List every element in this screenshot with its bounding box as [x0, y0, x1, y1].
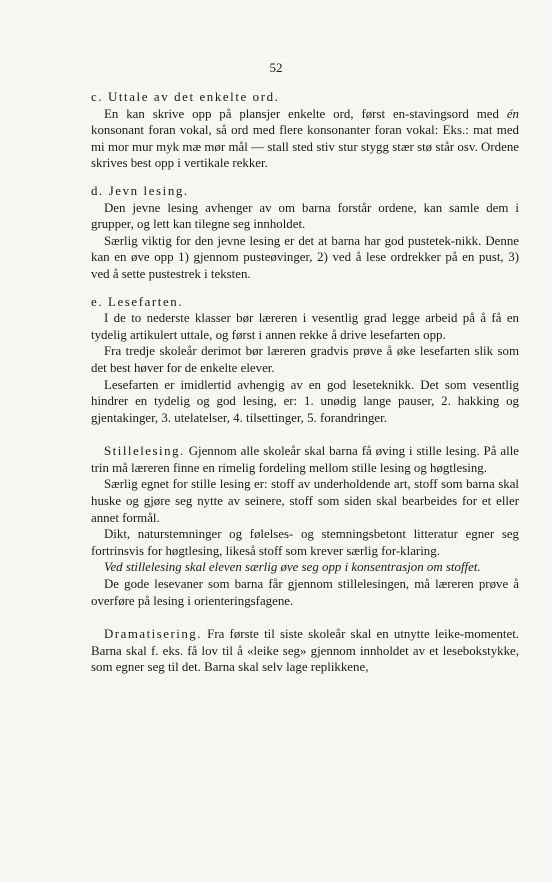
section-d-heading: d. Jevn lesing.: [91, 183, 189, 198]
section-d-paragraph-1: Den jevne lesing avhenger av om barna forstår ordene, kan samle dem i grupper, og lett kan tilegne seg innholdet.: [91, 200, 519, 232]
stillelesing-paragraph-3: Dikt, naturstemninger og følelses- og stemningsbetont litteratur egner seg fortrinsvis for høgtlesing, likeså stoff som krever særlig for-klaring.: [91, 527, 519, 558]
section-c-heading: c. Uttale av det enkelte ord.: [91, 90, 280, 104]
section-e-paragraph-1: I de to nederste klasser bør læreren i vesentlig grad legge arbeid på å få en tydelig artikulert uttale, og først i annen rekke å drive lesefarten opp.: [91, 311, 519, 342]
emphasis-en: én: [506, 106, 519, 121]
page-body: [91, 89, 519, 676]
section-c-text-1: En kan skrive opp på plansjer enkelte ord, først en-stavingsord med: [104, 106, 499, 121]
section-e-paragraph-3: Lesefarten er imidlertid avhengig av en god leseteknikk. Det som vesentlig hindrer en tydelig og god lesing, er: 1. unødig lange pauser, 2. hakking og gjentakinger, 3. utelatelser, 4. tilsettinger, 5. forandringer.: [91, 377, 519, 425]
stillelesing-paragraph-1: [91, 443, 519, 476]
section-c-text-2: konsonant foran vokal, så ord med flere konsonanter foran vokal: Eks.: mat med mi mor mur myk mæ mør mål — stall sted stiv stur stygg stær stø står osv. Ordene skrives best opp i vertikale rekker.: [91, 123, 519, 171]
stillelesing-text: Gjennom alle skoleår skal barna få øving i stille lesing. På alle trin må læreren finne en rimelig fordeling mellom stille lesing og høgtlesing.: [91, 444, 519, 475]
section-e-paragraph-2: Fra tredje skoleår derimot bør læreren gradvis prøve å øke lesefarten slik som det best høver for de enkelte elever.: [91, 344, 519, 375]
section-c-paragraph: [91, 106, 519, 172]
stillelesing-paragraph-5: De gode lesevaner som barna får gjennom stillelesingen, må læreren prøve å overføre på lesing i orienteringsfagene.: [91, 577, 519, 608]
section-e-heading: e. Lesefarten.: [91, 294, 184, 309]
dramatisering-text: Fra første til siste skoleår skal en utnytte leike-momentet. Barna skal f. eks. få lov til å «leike seg» gjennom innholdet av et lesebokstykke, som egner seg til det. Barna skal selv lage replikkene,: [91, 627, 519, 675]
page-number: 52: [269, 60, 283, 75]
stillelesing-paragraph-2: Særlig egnet for stille lesing er: stoff av underholdende art, stoff som barna skal huske og gjøre seg nytte av seinere, stoff som siden skal bearbeides for et eller annet formål.: [91, 477, 519, 525]
dramatisering-paragraph: [91, 626, 519, 676]
stillelesing-term: Stillelesing.: [104, 444, 185, 459]
stillelesing-italic-paragraph: Ved stillelesing skal eleven særlig øve seg opp i konsentrasjon om stoffet.: [104, 560, 481, 575]
dramatisering-term: Dramatisering.: [104, 627, 202, 642]
section-d-paragraph-2: Særlig viktig for den jevne lesing er det at barna har god pustetek-nikk. Denne kan en øve opp 1) gjennom pusteøvinger, 2) ved å lese ordrekker på en pust, 3) ved å sette pustestrek i teksten.: [91, 233, 519, 281]
